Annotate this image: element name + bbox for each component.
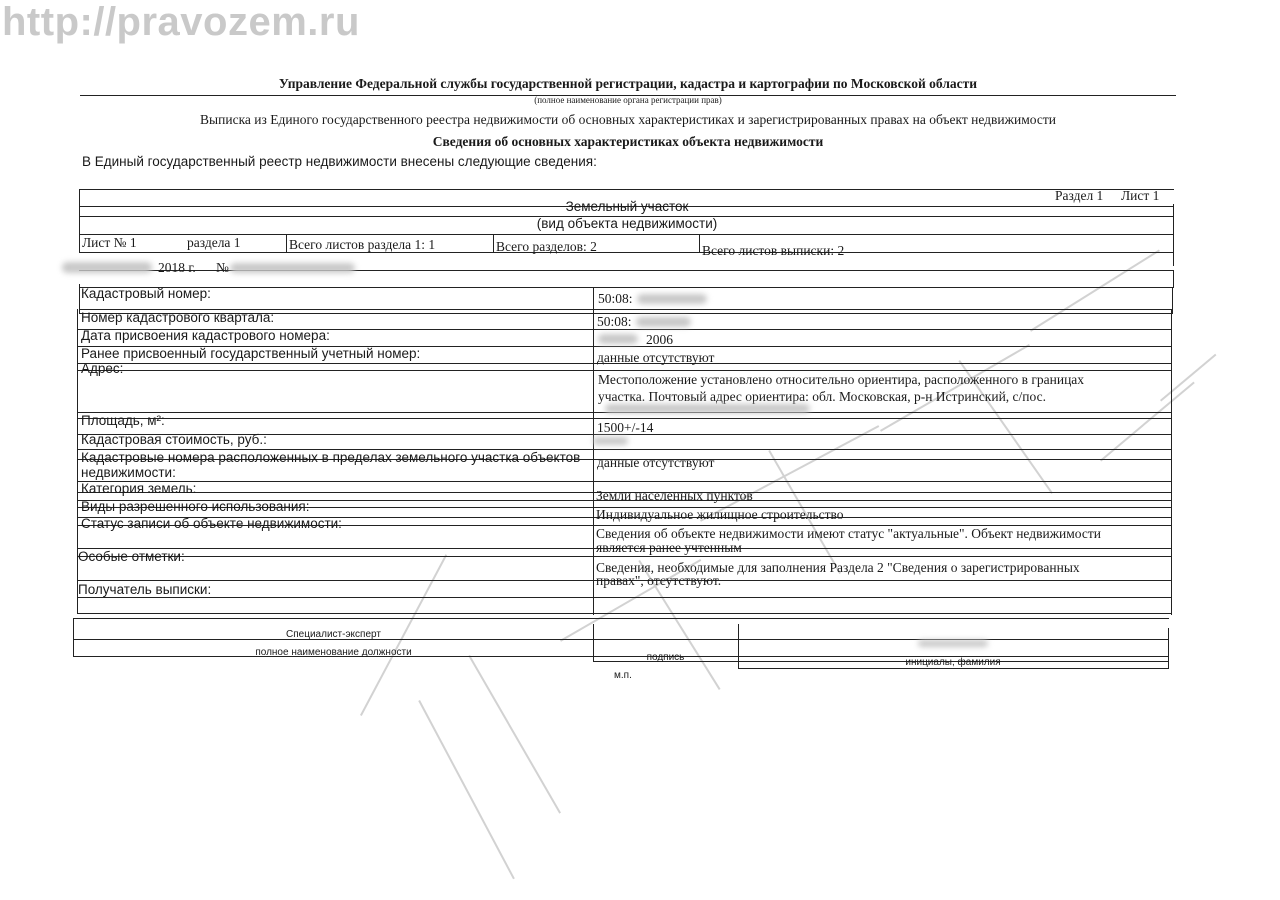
intro-text: В Единый государственный реестр недвижимости внесены следующие сведения:	[82, 154, 597, 169]
value-permitted-use: Индивидуальное жилищное строительство	[596, 507, 844, 522]
signature-caption: подпись	[646, 652, 685, 663]
value-cadastral-number: 50:08:	[598, 291, 633, 306]
label-permitted-use: Виды разрешенного использования:	[81, 499, 310, 514]
signer-position: Специалист-эксперт	[286, 629, 381, 640]
name-caption: инициалы, фамилия	[905, 657, 1001, 668]
redacted-cadastral-number	[637, 294, 707, 304]
value-cadastral-quarter: 50:08:	[597, 314, 632, 329]
label-special-notes: Особые отметки:	[78, 549, 185, 564]
value-assign-date: 2006	[646, 332, 673, 347]
total-sheets-extract: Всего листов выписки: 2	[702, 243, 845, 258]
value-area: 1500+/-14	[597, 420, 654, 435]
label-area: Площадь, м²:	[81, 413, 165, 428]
value-address-1: Местоположение установлено относительно ориентира, расположенного в границах	[598, 372, 1085, 387]
org-note: (полное наименование органа регистрации прав)	[534, 95, 722, 105]
number-sign: №	[216, 260, 229, 275]
redacted-date	[62, 262, 152, 273]
label-cadastral-cost: Кадастровая стоимость, руб.:	[81, 432, 267, 447]
label-land-category: Категория земель:	[81, 481, 197, 496]
stamp-label: м.п.	[614, 670, 632, 681]
label-objects-within-1: Кадастровые номера расположенных в пределах земельного участка объектов	[81, 450, 581, 465]
redacted-assign-date	[598, 334, 638, 344]
label-objects-within-2: недвижимости:	[81, 465, 176, 480]
redacted-number	[230, 263, 355, 273]
total-sections: Всего разделов: 2	[496, 239, 597, 254]
sheet-number: Лист № 1	[82, 235, 137, 250]
redacted-address	[605, 404, 810, 413]
label-cadastral-number: Кадастровый номер:	[81, 286, 211, 301]
redacted-signer-name	[918, 640, 988, 647]
date-year: 2018 г.	[158, 260, 196, 275]
position-caption: полное наименование должности	[255, 647, 412, 658]
value-special-notes-2: правах", отсутствуют.	[596, 573, 722, 588]
section-title: Сведения об основных характеристиках объекта недвижимости	[432, 134, 824, 149]
value-land-category: Земли населенных пунктов	[596, 488, 753, 503]
redacted-cost	[593, 437, 628, 445]
value-record-status-1: Сведения об объекте недвижимости имеют статус "актуальные". Объект недвижимости	[596, 526, 1102, 541]
object-type: Земельный участок	[565, 199, 689, 214]
total-sheets-section: Всего листов раздела 1: 1	[289, 237, 436, 252]
label-address: Адрес:	[81, 361, 124, 376]
label-record-status: Статус записи об объекте недвижимости:	[81, 516, 342, 531]
redacted-cadastral-quarter	[636, 317, 691, 327]
label-recipient: Получатель выписки:	[78, 582, 212, 597]
extract-title: Выписка из Единого государственного реестра недвижимости об основных характеристиках и зарегистрированных правах на объект недвижимости	[200, 112, 1056, 127]
label-cadastral-quarter: Номер кадастрового квартала:	[81, 310, 275, 325]
value-special-notes-1: Сведения, необходимые для заполнения Раздела 2 "Сведения о зарегистрированных	[596, 560, 1080, 575]
section-number: раздела 1	[187, 235, 241, 250]
org-name: Управление Федеральной службы государственной регистрации, кадастра и картографии по Московской области	[278, 76, 978, 91]
label-assign-date: Дата присвоения кадастрового номера:	[81, 328, 330, 343]
value-prev-number: данные отсутствуют	[597, 350, 715, 365]
sheet-label: Лист 1	[1121, 188, 1160, 203]
watermark-url: http://pravozem.ru	[2, 0, 360, 44]
value-address-2: участка. Почтовый адрес ориентира: обл. Московская, р-н Истринский, с/пос.	[598, 389, 1046, 404]
label-prev-number: Ранее присвоенный государственный учетный номер:	[81, 346, 421, 361]
value-record-status-2: является ранее учтенным	[596, 540, 742, 555]
section-label: Раздел 1	[1055, 188, 1104, 203]
value-objects-within: данные отсутствуют	[597, 455, 715, 470]
object-type-caption: (вид объекта недвижимости)	[536, 216, 718, 231]
